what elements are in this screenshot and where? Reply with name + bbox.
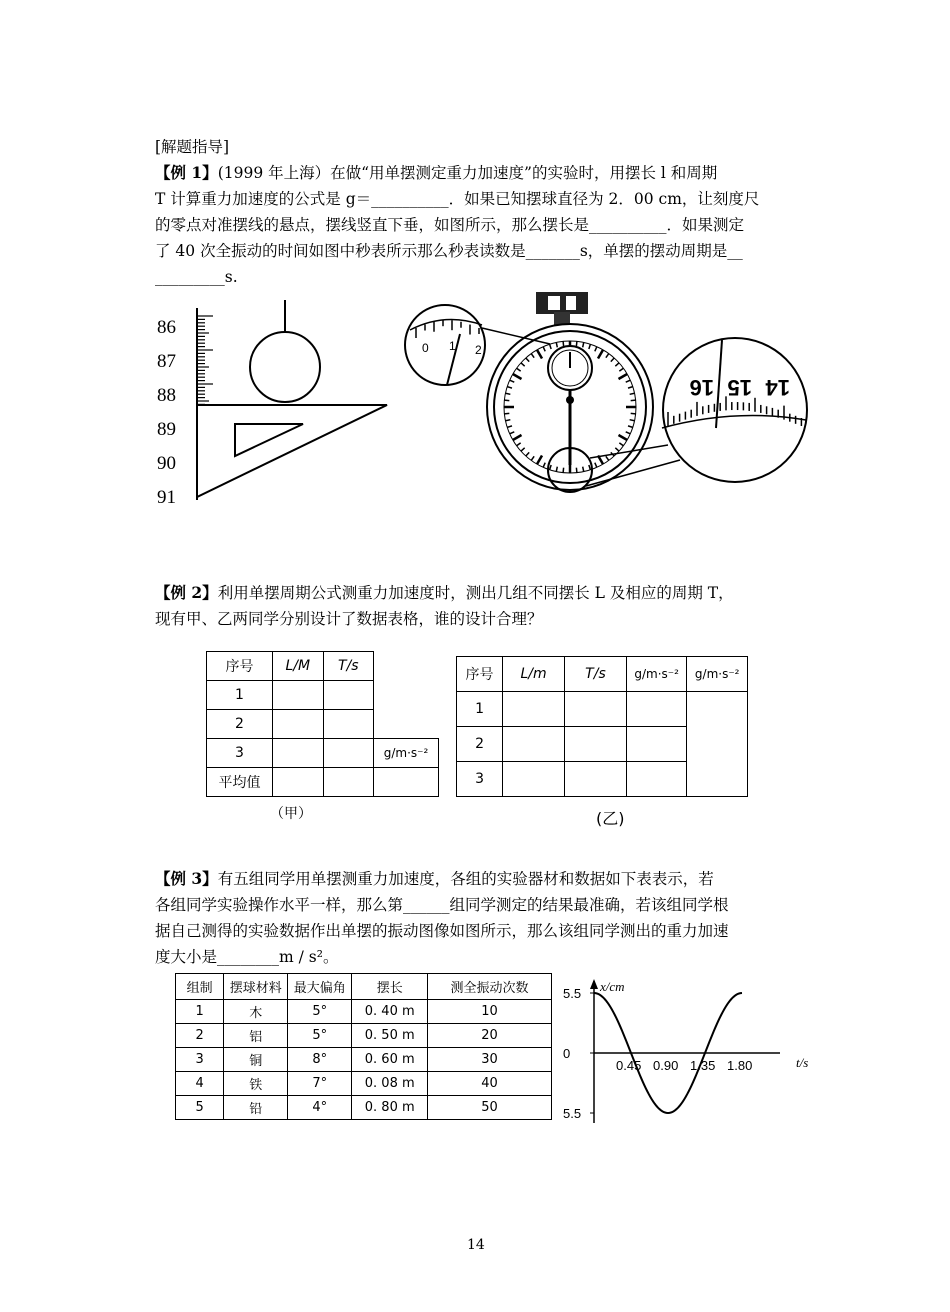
watch-tick [631,400,636,401]
jia-row-2: 2 [207,710,273,739]
y-tick-label: 5.5 [563,1106,582,1121]
group-cell: 5° [288,1000,352,1024]
group-cell: 50 [428,1096,552,1120]
group-cell: 0. 60 m [352,1048,428,1072]
yi-row-1: 1 [457,692,503,727]
right-inset-digit-15: 15 [727,375,752,400]
stopwatch-crown [536,292,588,314]
ruler-label: 87 [157,351,176,372]
yi-header-g: g/m·s⁻² [626,657,687,692]
watch-tick [556,342,557,347]
x-tick-label: 1.35 [690,1058,716,1073]
group-table-row [176,1024,552,1048]
jia-header-length: L/M [273,652,324,681]
group-cell: 0. 40 m [352,1000,428,1024]
watch-tick [631,413,636,414]
jia-row-1: 1 [207,681,273,710]
table-jia-side [373,738,439,797]
ruler-pendulum-figure [155,300,395,510]
watch-tick [576,468,577,473]
y-tick-label: 5.5 [563,986,582,1001]
example-3-tag: 【例 3】 [155,869,218,888]
watch-tick [505,420,510,421]
set-square [197,405,387,497]
yi-row-2: 2 [457,727,503,762]
example-2-line-a: 利用单摆周期公式测重力加速度时，测出几组不同摆长 L 及相应的周期 T， [217,584,734,602]
group-cell: 1 [176,1000,224,1024]
x-axis-label: t/s [796,1055,809,1070]
group-table-row [176,1072,552,1096]
x-tick-label: 0.45 [616,1058,642,1073]
ruler-label: 90 [157,453,176,474]
table-jia [206,651,374,797]
watch-tick [583,342,584,347]
example-1-line-d: 了 40 次全振动的时间如图中秒表所示那么秒表读数是_______s，单摆的摆动周期是__ [155,242,743,260]
group-header-id: 组制 [176,974,224,1000]
group-cell: 30 [428,1048,552,1072]
x-tick-label: 1.80 [727,1058,753,1073]
group-cell: 4 [176,1072,224,1096]
example-1-line-e: _________s. [155,268,238,286]
group-cell: 5° [288,1024,352,1048]
y-axis-label: x/cm [600,979,625,994]
group-cell: 3 [176,1048,224,1072]
example-1-line-c: 的零点对准摆线的悬点，摆线竖直下垂，如图所示，那么摆长是__________．如果测定 [155,216,745,234]
watch-tick [576,341,577,346]
right-magnified-inset [663,338,807,482]
yi-header-period: T/s [565,657,627,692]
example-2-line-b: 现有甲、乙两同学分别设计了数据表格，谁的设计合理？ [155,610,543,628]
group-cell: 10 [428,1000,552,1024]
group-header-length: 摆长 [352,974,428,1000]
example-3-line-d: 度大小是________m / s²。 [155,948,339,966]
page-number: 14 [467,1237,485,1253]
group-cell: 0. 50 m [352,1024,428,1048]
group-header-count: 测全振动次数 [428,974,552,1000]
group-cell: 8° [288,1048,352,1072]
pendulum-ball [250,332,320,402]
jia-header-index: 序号 [207,652,273,681]
table-yi [456,656,748,797]
jia-header-period: T/s [323,652,373,681]
ruler-label: 86 [157,317,176,338]
group-header-angle: 最大偏角 [288,974,352,1000]
jia-row-3: 3 [207,739,273,768]
watch-tick [556,467,557,472]
example-3-line-a: 有五组同学用单摆测重力加速度，各组的实验器材和数据如下表表示，若 [217,870,714,888]
watch-tick [504,413,509,414]
group-cell: 0. 80 m [352,1096,428,1120]
group-cell: 20 [428,1024,552,1048]
example-1 [155,160,800,290]
group-table [175,973,552,1120]
left-inset-digit-1: 1 [449,339,456,353]
group-cell: 4° [288,1096,352,1120]
example-3-line-b: 各组同学实验操作水平一样，那么第______组同学测定的结果最准确，若该组同学根 [155,896,729,914]
group-table-row [176,1048,552,1072]
example-2-tag: 【例 2】 [155,583,218,602]
group-table-row [176,1000,552,1024]
group-cell: 铅 [224,1096,288,1120]
yi-header-g-avg: g/m·s⁻² [687,657,748,692]
watch-tick [504,400,509,401]
example-2 [155,580,800,632]
example-3 [155,866,800,970]
jia-row-avg: 平均值 [207,768,273,797]
group-cell: 7° [288,1072,352,1096]
group-cell: 铜 [224,1048,288,1072]
caption-yi: (乙) [596,809,625,828]
ruler-label: 89 [157,419,176,440]
watch-tick [630,420,635,421]
y-tick-label: 0 [563,1046,571,1061]
watch-tick [563,341,564,346]
group-cell: 木 [224,1000,288,1024]
example-1-tag: 【例 1】 [155,163,218,182]
caption-jia: （甲） [270,806,312,822]
yi-header-index: 序号 [457,657,503,692]
yi-header-length: L/m [503,657,565,692]
ruler-label: 91 [157,487,176,508]
jia-side-header-g: g/m·s⁻² [374,739,439,768]
stopwatch-figure [400,290,810,510]
example-1-line-b: T 计算重力加速度的公式是 g＝__________．如果已知摆球直径为 2．00 cm，让刻度尺 [155,190,760,208]
ruler-label: 88 [157,385,176,406]
left-inset-digit-0: 0 [422,341,429,355]
group-cell: 铝 [224,1024,288,1048]
left-inset-digit-2: 2 [475,343,482,357]
group-cell: 2 [176,1024,224,1048]
watch-tick [583,467,584,472]
section-heading: [解题指导] [155,138,230,156]
example-3-line-c: 据自己测得的实验数据作出单摆的振动图像如图所示，那么该组同学测出的重力加速 [155,922,729,940]
group-header-material: 摆球材料 [224,974,288,1000]
group-cell: 铁 [224,1072,288,1096]
left-magnified-inset [405,305,485,385]
right-inset-digit-16: 16 [689,375,714,400]
watch-tick [630,393,635,394]
example-1-line-a: (1999 年上海）在做“用单摆测定重力加速度”的实验时，用摆长 l 和周期 [217,164,718,182]
yi-row-3: 3 [457,762,503,797]
group-table-row [176,1096,552,1120]
watch-tick [563,468,564,473]
watch-tick [505,393,510,394]
group-cell: 0. 08 m [352,1072,428,1096]
group-cell: 5 [176,1096,224,1120]
right-inset-digit-14: 14 [765,375,790,400]
x-tick-label: 0.90 [653,1058,679,1073]
oscillation-chart [560,975,830,1125]
group-cell: 40 [428,1072,552,1096]
